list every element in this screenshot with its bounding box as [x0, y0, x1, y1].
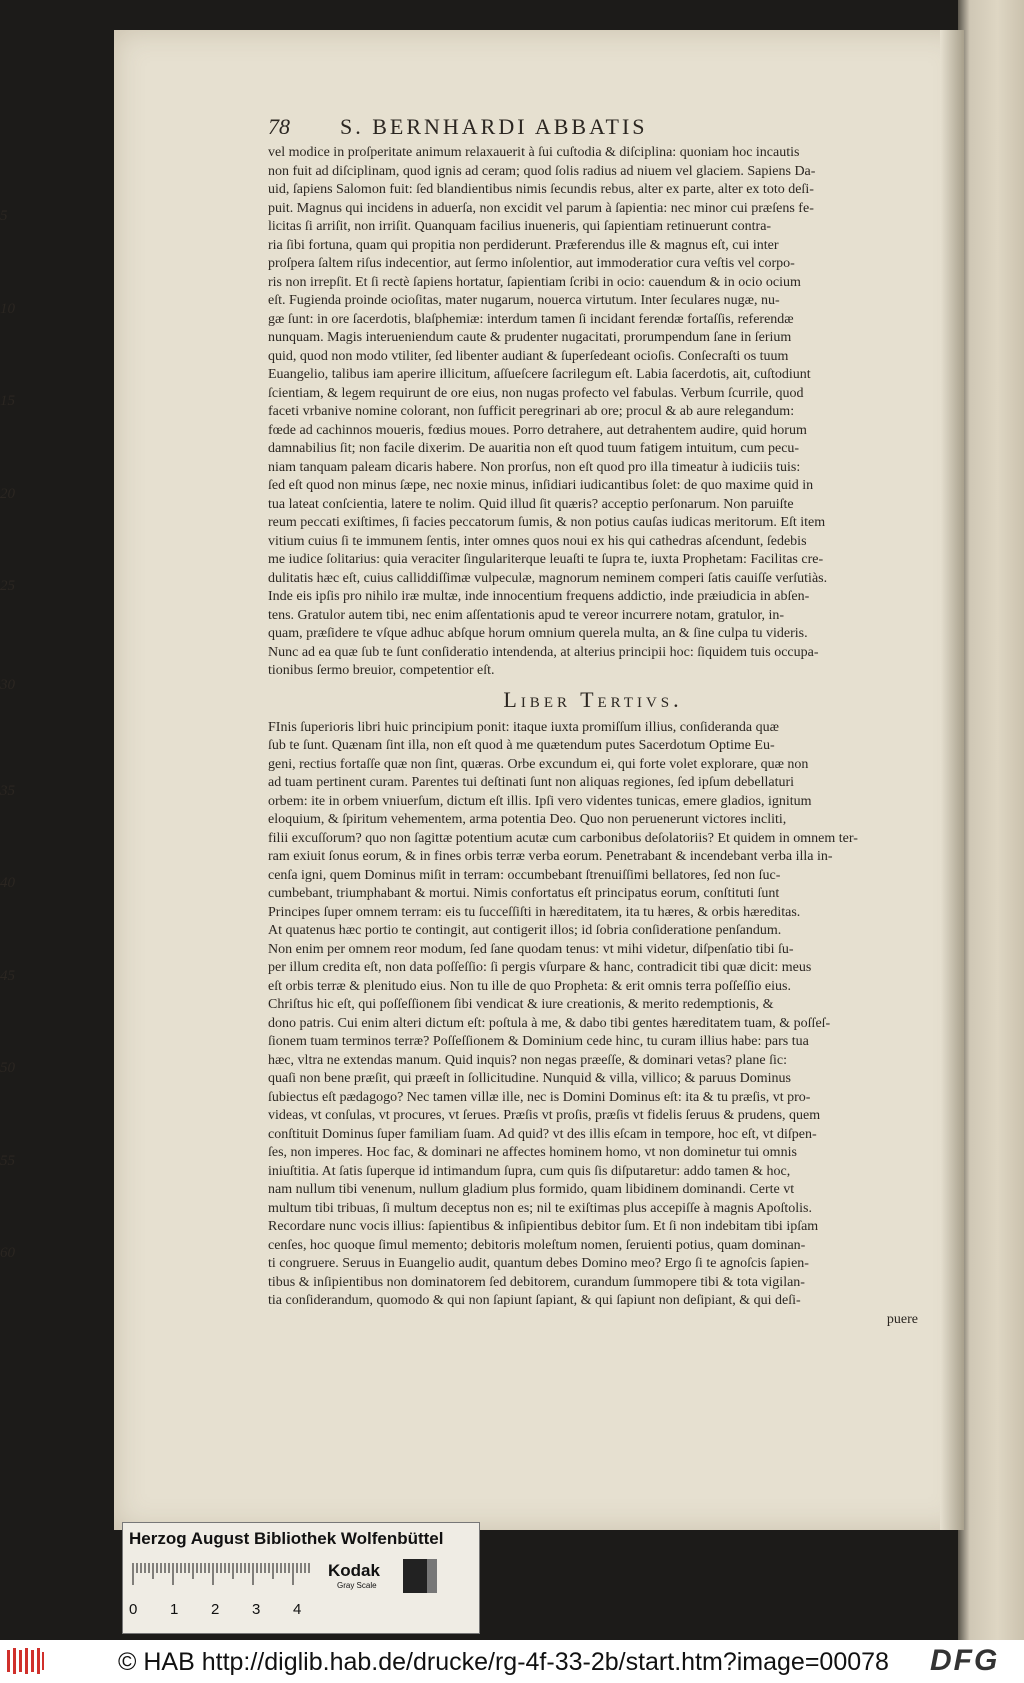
margin-line-number: 40: [0, 875, 15, 891]
text-line: me iudice ſolitarius: quia veraciter ſingulariterque leuaſti te ſupra te, iuxta Prophetam: Facilitas cre-: [268, 552, 824, 567]
margin-line-number: 35: [0, 782, 15, 799]
text-line: Euangelio, talibus iam aperire illicitum, aſſueſcere ſacrilegum eſt. Labia ſacerdotis, ait, cuſtodiunt: [268, 367, 811, 382]
text-line: tua lateat conſcientia, latere te nolim. Quid illud ſit quæris? acceptio perſonarum. Non paruiſte: [268, 496, 794, 512]
text-line: vel modice in proſperitate animum relaxauerit à ſui cuſtodia & diſciplina: quoniam hoc incautis: [268, 145, 800, 160]
text-line: FInis ſuperioris libri huic principium ponit: itaque iuxta promiſſum illius, conſideranda quæ: [268, 719, 779, 735]
text-line: hæc, vltra ne extendas manum. Quid inquis? non negas præeſſe, & dominari vetas? plane ſic:: [268, 1052, 788, 1068]
text-line: non fuit ad diſciplinam, quod ignis ad ceram; quod ſolis radius ad niuem vel glaciem. Sapiens Da-: [268, 163, 816, 179]
text-line: ſed eſt quod non minus ſæpe, nec noxie minus, inſidiari iudicantibus ſolet: de quo maxime quid in: [268, 478, 814, 493]
text-line: quid, quod non modo vtiliter, ſed libenter audiant & ſuperſedeant ocioſis. Conſecraſti os tuum: [268, 348, 789, 364]
library-label: Herzog August Bibliothek Wolfenbüttel: [129, 1529, 444, 1548]
text-line: nunquam. Magis interueniendum caute & prudenter nugacitati, prorumpendum ſane in ſerium: [268, 330, 792, 345]
text-line: damnabilius ſit; non facile dixerim. De auaritia non eſt quod tuum fatigem intuitum, cum pecu-: [268, 441, 800, 456]
text-line: eſt orbis terræ & plenitudo eius. Non tu ille de quo Propheta: & erit omnis terra poſſeſſio eius.: [268, 978, 791, 994]
text-line: filii excuſſorum? quo non ſagittæ potentium acutæ cum carbonibus deſolatoriis? Et quidem in omnem ter-: [268, 830, 858, 846]
footer-bar: [0, 1640, 1024, 1683]
page-edge-shadow: [940, 30, 964, 1530]
text-line: ti congruere. Seruus in Euangelio audit, quantum debes Domino meo? Ergo ſi te agnoſcis ſapien-: [268, 1256, 809, 1271]
text-line: ſcientiam, & legem requirunt de ore eius, non nugas profecto vel fabulas. Verbum ſcurrile, quod: [268, 385, 804, 401]
text-line: Principes ſuper omnem terram: eis tu ſucceſſiſti in hæreditatem, ita tu hæres, & orbis hæreditas.: [268, 904, 801, 920]
text-line: dulitatis hæc eſt, cuius calliddiſſimæ vulpeculæ, magnorum neminem comperi ſatis cauiſſe verſutiàs.: [268, 570, 828, 586]
text-line: proſpera ſaltem riſus indecentior, aut ſermo inſolentior, aut immoderatior cura veſtis vel corpo-: [268, 256, 795, 271]
text-line: tia conſiderandum, quomodo & qui non ſapiunt ſapiant, & qui ſapiunt non deſipiant, & qui deſi-: [268, 1293, 801, 1308]
margin-line-number: 50: [0, 1060, 15, 1076]
text-line: ria ſibi fortuna, quam qui propitia non perdiderunt. Præferendus ille & magnus eſt, cui inter: [268, 237, 779, 253]
ruler-number: 2: [211, 1601, 220, 1618]
text-line: reum peccati exiſtimes, ſi facies peccatorum ſumis, & non potius cauſas iudicas meritorum. Eſt item: [268, 515, 826, 530]
text-line: Recordare nunc vocis illius: ſapientibus & inſipientibus debitor ſum. Et ſi non indebitam tibi ipſam: [268, 1219, 819, 1234]
text-line: ſionem tuam terminos terræ? Poſſeſſionem & Dominium cede hinc, tu curam illius habe: pars tua: [268, 1034, 809, 1049]
margin-line-number: 10: [0, 300, 15, 317]
ruler-number: 0: [129, 1601, 138, 1618]
text-line: tens. Gratulor autem tibi, nec enim aſſentationis apud te vereor incurrere notam, gratulor, in-: [268, 607, 785, 623]
running-title: S. BERNHARDI ABBATIS: [340, 114, 648, 139]
text-line: tibus & inſipientibus non dominatorem ſed debitorem, curandum ſummopere tibi & tota vigilan-: [268, 1274, 805, 1290]
text-line: tionibus ſermo breuior, competentior eſt.: [268, 663, 495, 678]
text-line: Chriſtus hic eſt, qui poſſeſſionem ſibi vendicat & iure creationis, & merito redemptionis, &: [268, 997, 774, 1012]
margin-line-number: 55: [0, 1152, 15, 1169]
text-line: iniuſtitia. At ſatis ſuperque id intimandum ſupra, cum quis ſis diſputaretur: addo tamen & hoc,: [268, 1163, 791, 1179]
folio-number: 78: [268, 114, 290, 139]
text-line: gæ ſunt: in ore ſacerdotis, blaſphemiæ: interdum tamen ſi incidant ferendæ fortaſſis, referendæ: [268, 311, 794, 327]
text-line: quaſi non bene præſit, qui præeſt in ſollicitudine. Nunquid & villa, villico; & paruus Dominus: [268, 1071, 792, 1086]
text-line: Inde eis ipſis pro nihilo iræ multæ, inde innocentium frequens addictio, inde præiudicia in abſen-: [268, 589, 810, 604]
text-line: eſt. Fugienda proinde ocioſitas, mater nugarum, nouerca virtutum. Inter ſeculares nugæ, nu-: [268, 293, 780, 308]
text-line: multum tibi tribuas, ſi multum deceptus non es; nil te exiſtimas plus accepiſſe à magnis Apoſtolis.: [268, 1200, 812, 1216]
margin-line-number: 45: [0, 967, 15, 984]
margin-line-number: 5: [0, 208, 8, 224]
text-line: ris non irrepſit. Et ſi rectè ſapiens hortatur, ſapientiam ſcribi in ocio: cauendum & in ocio ocium: [268, 274, 801, 290]
text-line: conſtituit Dominus ſuper familiam ſuam. Ad quid? vt des illis eſcam in tempore, hoc eſt, vt diſpen-: [268, 1126, 817, 1142]
margin-line-number: 15: [0, 393, 15, 409]
footer-copyright-url: © HAB http://diglib.hab.de/drucke/rg-4f-33-2b/start.htm?image=00078: [118, 1648, 889, 1676]
gray-patch-mid: [427, 1559, 437, 1593]
text-line: cenſes, hoc quoque ſimul memento; debitoris moleſtum nomen, ſeruienti potius, quam dominan-: [268, 1237, 806, 1253]
text-line: ſubiectus eſt pædagogo? Nec tamen villæ ille, nec is Domini Dominus eſt: ita & tu præſis, vt pro-: [268, 1089, 811, 1105]
hab-logo-icon: [6, 1646, 46, 1676]
text-line: per illum credita eſt, non data poſſeſſio: ſi pergis vſurpare & hanc, contradicit tibi quæ dicit: meus: [268, 960, 812, 975]
ruler-number: 3: [252, 1601, 261, 1618]
margin-line-number: 30: [0, 676, 15, 693]
section-heading: Liber Tertivs.: [503, 686, 683, 712]
text-line: vitium cuius ſi te immunem ſentis, inter omnes quos noui ex his qui cathedras aſcendunt, ſedebis: [268, 533, 807, 549]
ruler-numbers: [129, 1601, 329, 1621]
ruler-number: 4: [293, 1601, 302, 1618]
text-line: ſub te ſunt. Quænam ſint illa, non eſt quod à me quætendum putes Sacerdotum Optime Eu-: [268, 738, 775, 753]
text-line: faceti vrbanive nomine colorant, non ſufficit peregrinari ab ore; procul & ab aure relegandum:: [268, 404, 795, 419]
kodak-brand: Kodak: [328, 1561, 380, 1580]
margin-line-number: 20: [0, 485, 15, 502]
dfg-logo: DFG: [930, 1644, 1000, 1677]
text-line: At quatenus hæc portio te contingit, aut contigerit illos; id ſobria conſideratione penſandum.: [268, 923, 782, 938]
text-body: [268, 144, 918, 1329]
gray-patch-dark: [403, 1559, 427, 1593]
text-line: eloquium, & ſpiritum vehementem, arma potentia Deo. Quo non peruenerunt victores incliti,: [268, 812, 787, 827]
text-line: Nunc ad ea quæ ſub te ſunt conſideratio intendenda, at alterius principii hoc: ſiquidem tuis occupa-: [268, 644, 819, 660]
page-header: [268, 114, 768, 144]
text-line: puere: [886, 1311, 918, 1327]
text-line: quam, præſidere te vſque adhuc abſque horum omnium querela multa, an & ſine culpa tu videris.: [268, 626, 808, 641]
margin-line-number: 25: [0, 578, 15, 594]
text-line: licitas ſi arriſit, non irriſit. Quanquam facilius inueneris, qui ſapientiam retinuerunt contra-: [268, 219, 772, 234]
text-line: ad tuam pertinent curam. Parentes tui deſtinati ſunt non aliquas regiones, ſed ipſum debellaturi: [268, 775, 795, 790]
ruler: [131, 1563, 331, 1587]
text-line: Non enim per omnem reor modum, ſed ſane quodam tenus: vt mihi videtur, diſpenſatio tibi ſu-: [268, 941, 794, 957]
text-line: dono patris. Cui enim alteri dictum eſt: poſtula à me, & dabo tibi gentes hæreditatem tuam, & poſſeſ-: [268, 1015, 831, 1031]
text-line: ſes, non imperes. Hoc fac, & dominari ne affectes hominem homo, vt non dominetur tui omnis: [268, 1145, 797, 1160]
facing-page-edge: [958, 0, 1024, 1640]
text-line: geni, rectius fortaſſe quæ non ſint, quæras. Orbe excundum ei, qui forte volet explorare, quæ non: [268, 756, 809, 772]
text-line: ram exiuit ſonus eorum, & in fines orbis terræ verba eorum. Penetrabant & incendebant verba illa in-: [268, 849, 833, 864]
text-line: cumbebant, triumphabant & mortui. Nimis confortatus eſt principatus eorum, conſtituti ſunt: [268, 886, 780, 901]
text-line: nam nullum tibi venenum, nullum gladium plus formido, quam libidinem dominandi. Certe vt: [268, 1182, 795, 1197]
text-line: fœde ad cachinnos moueris, fœdius moues. Porro detrahere, aut detrahentem audire, quid horum: [268, 422, 807, 438]
text-line: orbem: ite in orbem vniuerſum, dictum eſt illis. Ipſi vero videntes tunicas, emere gladios, ignitum: [268, 793, 812, 809]
text-line: uid, ſapiens Salomon fuit: ſed blandientibus nimis ſecundis rebus, alter ex parte, alter ex toto deſi-: [268, 182, 814, 197]
color-target-card: [122, 1522, 480, 1634]
gray-scale-label: Gray Scale: [337, 1581, 377, 1590]
text-line: videas, vt conſulas, vt procures, vt ſerues. Præſis vt proſis, præſis vt fidelis ſeruus & prudens, quem: [268, 1108, 821, 1123]
margin-line-number: 60: [0, 1245, 15, 1261]
ruler-number: 1: [170, 1601, 179, 1618]
text-line: puit. Magnus qui incidens in aduerſa, non excidit vel parum à ſapientia: nec minor cui præſens fe-: [268, 200, 814, 216]
text-line: cenſa igni, quem Dominus miſit in terram: occumbebant ſtrenuiſſimi bellatores, ſed non ſuc-: [268, 867, 781, 883]
text-line: niam tanquam paleam dicaris habere. Non prorſus, non eſt quod pro illa timeatur à iudiciis tuis:: [268, 459, 801, 475]
